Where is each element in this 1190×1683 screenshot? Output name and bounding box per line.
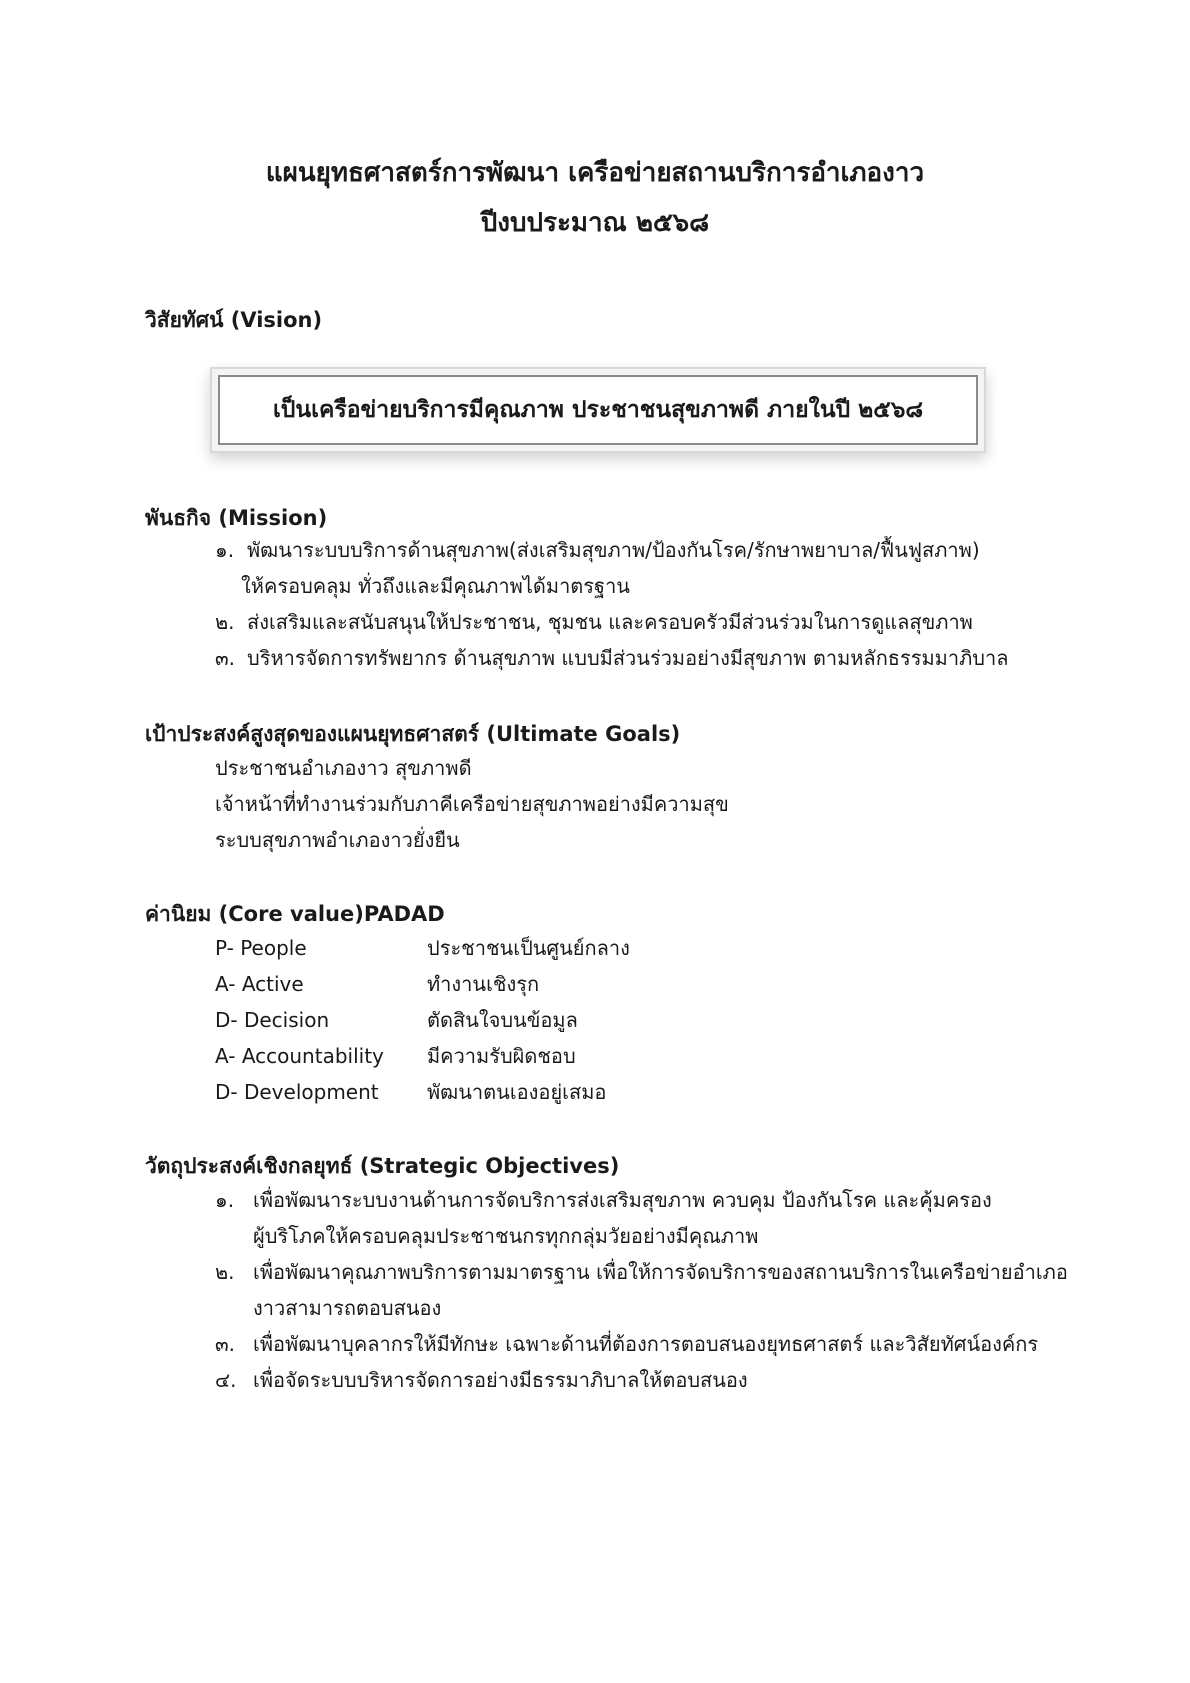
- objective-item-text: เพื่อพัฒนาคุณภาพบริการตามมาตรฐาน เพื่อให้การจัดบริการของสถานบริการในเครือข่ายอำเภอ: [253, 1260, 1068, 1284]
- mission-item-text: ส่งเสริมและสนับสนุนให้ประชาชน, ชุมชน และครอบครัวมีส่วนร่วมในการดูแลสุขภาพ: [247, 610, 973, 634]
- core-value-meaning: มีความรับผิดชอบ: [427, 1044, 576, 1068]
- core-value-row: [215, 1002, 630, 1038]
- objective-item: [215, 1326, 1068, 1362]
- core-value-letter: D: [215, 1080, 231, 1104]
- objective-item-text: เพื่อจัดระบบบริหารจัดการอย่างมีธรรมาภิบาลให้ตอบสนอง: [253, 1368, 748, 1392]
- objective-item-text: เพื่อพัฒนาระบบงานด้านการจัดบริการส่งเสริมสุขภาพ ควบคุม ป้องกันโรค และคุ้มครอง: [253, 1188, 992, 1212]
- objective-item-number: ๑.: [215, 1188, 235, 1212]
- core-value-meaning: พัฒนาตนเองอยู่เสมอ: [427, 1080, 607, 1104]
- core-value-term: - Accountability: [228, 1044, 384, 1068]
- core-value-row: [215, 966, 630, 1002]
- objectives-list: [215, 1182, 1068, 1398]
- core-value-row: [215, 1038, 630, 1074]
- mission-item-number: ๒.: [215, 610, 235, 634]
- goals-list: [215, 750, 729, 858]
- mission-item: [215, 604, 1008, 640]
- objective-item: [215, 1254, 1068, 1290]
- core-values-list: [215, 930, 630, 1110]
- core-value-letter: A: [215, 972, 229, 996]
- title-line-1: แผนยุทธศาสตร์การพัฒนา เครือข่ายสถานบริการอำเภองาว: [265, 158, 925, 188]
- vision-heading: วิสัยทัศน์ (Vision): [145, 308, 323, 332]
- objective-item-number: ๔.: [215, 1368, 237, 1392]
- title-line-2: ปีงบประมาณ ๒๕๖๘: [480, 208, 710, 238]
- core-value-letter: D: [215, 1008, 231, 1032]
- core-value-meaning: ประชาชนเป็นศูนย์กลาง: [427, 936, 630, 960]
- mission-item-continuation: ให้ครอบคลุม ทั่วถึงและมีคุณภาพได้มาตรฐาน: [241, 574, 630, 598]
- objective-item-number: ๒.: [215, 1260, 235, 1284]
- objective-item-continuation: งาวสามารถตอบสนอง: [253, 1296, 442, 1320]
- objective-item: [215, 1362, 1068, 1398]
- objective-item: [215, 1182, 1068, 1218]
- mission-item-text: พัฒนาระบบบริการด้านสุขภาพ(ส่งเสริมสุขภาพ/ป้องกันโรค/รักษาพยาบาล/ฟื้นฟูสภาพ): [247, 538, 980, 562]
- mission-item: [215, 640, 1008, 676]
- objectives-heading: วัตถุประสงค์เชิงกลยุทธ์ (Strategic Objectives): [145, 1154, 620, 1178]
- core-value-term: - People: [226, 936, 307, 960]
- mission-item-number: ๓.: [215, 646, 236, 670]
- core-values-heading: ค่านิยม (Core value)PADAD: [145, 902, 445, 926]
- core-value-letter: P: [215, 936, 227, 960]
- mission-item-text: บริหารจัดการทรัพยากร ด้านสุขภาพ แบบมีส่วนร่วมอย่างมีสุขภาพ ตามหลักธรรมมาภิบาล: [247, 646, 1009, 670]
- mission-item-number: ๑.: [215, 538, 235, 562]
- core-value-term: - Development: [230, 1080, 379, 1104]
- objective-item-continuation: ผู้บริโภคให้ครอบคลุมประชาชนกรทุกกลุ่มวัยอย่างมีคุณภาพ: [253, 1224, 759, 1248]
- core-value-meaning: ทำงานเชิงรุก: [427, 972, 540, 996]
- mission-item: [215, 532, 1008, 568]
- goal-item: เจ้าหน้าที่ทำงานร่วมกับภาคีเครือข่ายสุขภาพอย่างมีความสุข: [215, 792, 729, 816]
- core-value-letter: A: [215, 1044, 229, 1068]
- vision-statement-box: [218, 375, 978, 445]
- vision-statement: เป็นเครือข่ายบริการมีคุณภาพ ประชาชนสุขภาพดี ภายในปี ๒๕๖๘: [272, 397, 924, 423]
- document-title: [0, 148, 1190, 248]
- mission-list: [215, 532, 1008, 676]
- core-value-row: [215, 1074, 630, 1110]
- goal-item: ระบบสุขภาพอำเภองาวยั่งยืน: [215, 828, 460, 852]
- objective-item-text: เพื่อพัฒนาบุคลากรให้มีทักษะ เฉพาะด้านที่ต้องการตอบสนองยุทธศาสตร์ และวิสัยทัศน์องค์กร: [253, 1332, 1039, 1356]
- core-value-row: [215, 930, 630, 966]
- goal-item: ประชาชนอำเภองาว สุขภาพดี: [215, 756, 472, 780]
- core-value-meaning: ตัดสินใจบนข้อมูล: [427, 1008, 578, 1032]
- mission-heading: พันธกิจ (Mission): [145, 506, 328, 530]
- goals-heading: เป้าประสงค์สูงสุดของแผนยุทธศาสตร์ (Ultimate Goals): [145, 722, 681, 746]
- core-value-term: - Decision: [230, 1008, 330, 1032]
- objective-item-number: ๓.: [215, 1332, 236, 1356]
- core-value-term: - Active: [228, 972, 304, 996]
